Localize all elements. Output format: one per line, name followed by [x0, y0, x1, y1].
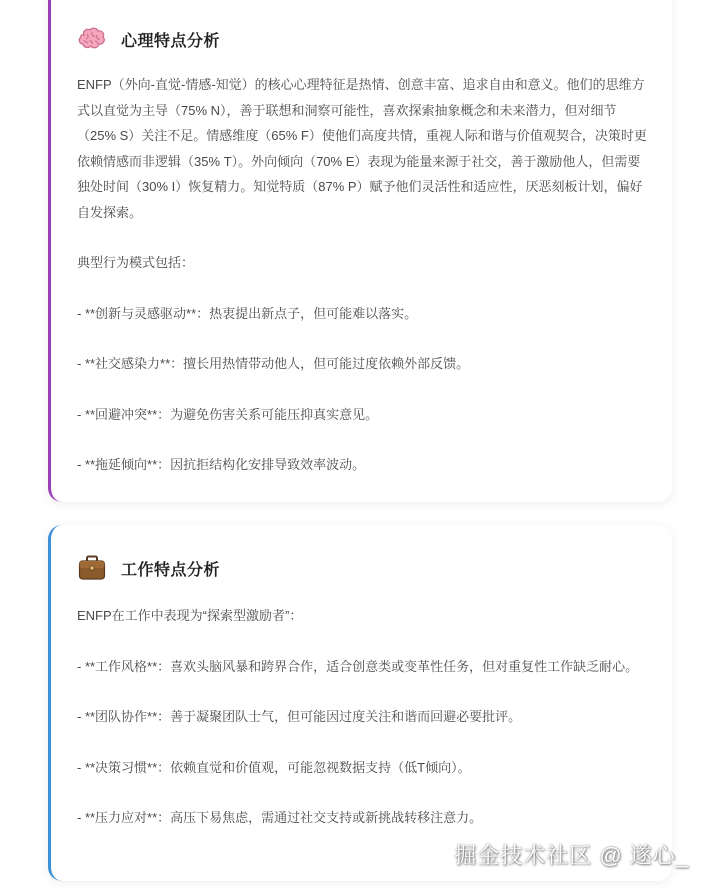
work-item-decision: - **决策习惯**：依赖直觉和价值观，可能忽视数据支持（低T倾向）。: [77, 759, 471, 775]
work-card-header: [77, 553, 650, 583]
work-item-pressure: - **压力应对**：高压下易焦虑，需通过社交支持或新挑战转移注意力。: [77, 810, 483, 825]
psychology-card-body: [77, 72, 650, 478]
work-analysis-card: [48, 525, 672, 881]
work-card-body: [77, 603, 650, 831]
work-item-teamwork: - **团队协作**：善于凝聚团队士气，但可能因过度关注和谐而回避必要批评。: [77, 709, 522, 724]
behavior-item-procrastination: - **拖延倾向**：因抗拒结构化安排导致效率波动。: [77, 457, 366, 472]
work-intro-text: ENFP在工作中表现为“探索型激励者”：: [77, 608, 303, 623]
work-card-title: 工作特点分析: [121, 561, 221, 579]
briefcase-icon: [77, 553, 107, 583]
work-item-style: - **工作风格**：喜欢头脑风暴和跨界合作，适合创意类或变革性任务，但对重复性工作缺乏耐心。: [77, 658, 639, 674]
psychology-intro-paragraph: ENFP（外向-直觉-情感-知觉）的核心心理特征是热情、创意丰富、追求自由和意义。他们的思维方式以直觉为主导（75% N），善于联想和洞察可能性，喜欢探索抽象概念和未来潜力，但对细节（25% S）关注不足。情感维度（65% F）使他们高度共情，重视人际和谐与价值观契合，决策时更依赖情感而非逻辑（35% T）。外向倾向（70% E）表现为能量来源于社交，善于激励他人，但需要独处时间（30% I）恢复精力。知觉特质（87% P）赋予他们灵活性和适应性，厌恶刻板计划，偏好自发探索。: [77, 77, 647, 220]
behavior-item-innovation: - **创新与灵感驱动**：热衷提出新点子，但可能难以落实。: [77, 305, 418, 321]
behavior-item-conflict: - **回避冲突**：为避免伤害关系可能压抑真实意见。: [77, 406, 379, 422]
behavior-item-social: - **社交感染力**：擅长用热情带动他人，但可能过度依赖外部反馈。: [77, 356, 470, 371]
behavior-intro-text: 典型行为模式包括：: [77, 255, 195, 270]
brain-icon: [77, 24, 107, 54]
psychology-card-header: [77, 24, 650, 54]
watermark: 掘金技术社区 @ 遂心_: [454, 843, 689, 868]
psychology-analysis-card: [48, 0, 672, 502]
psychology-card-title: 心理特点分析: [121, 32, 221, 50]
